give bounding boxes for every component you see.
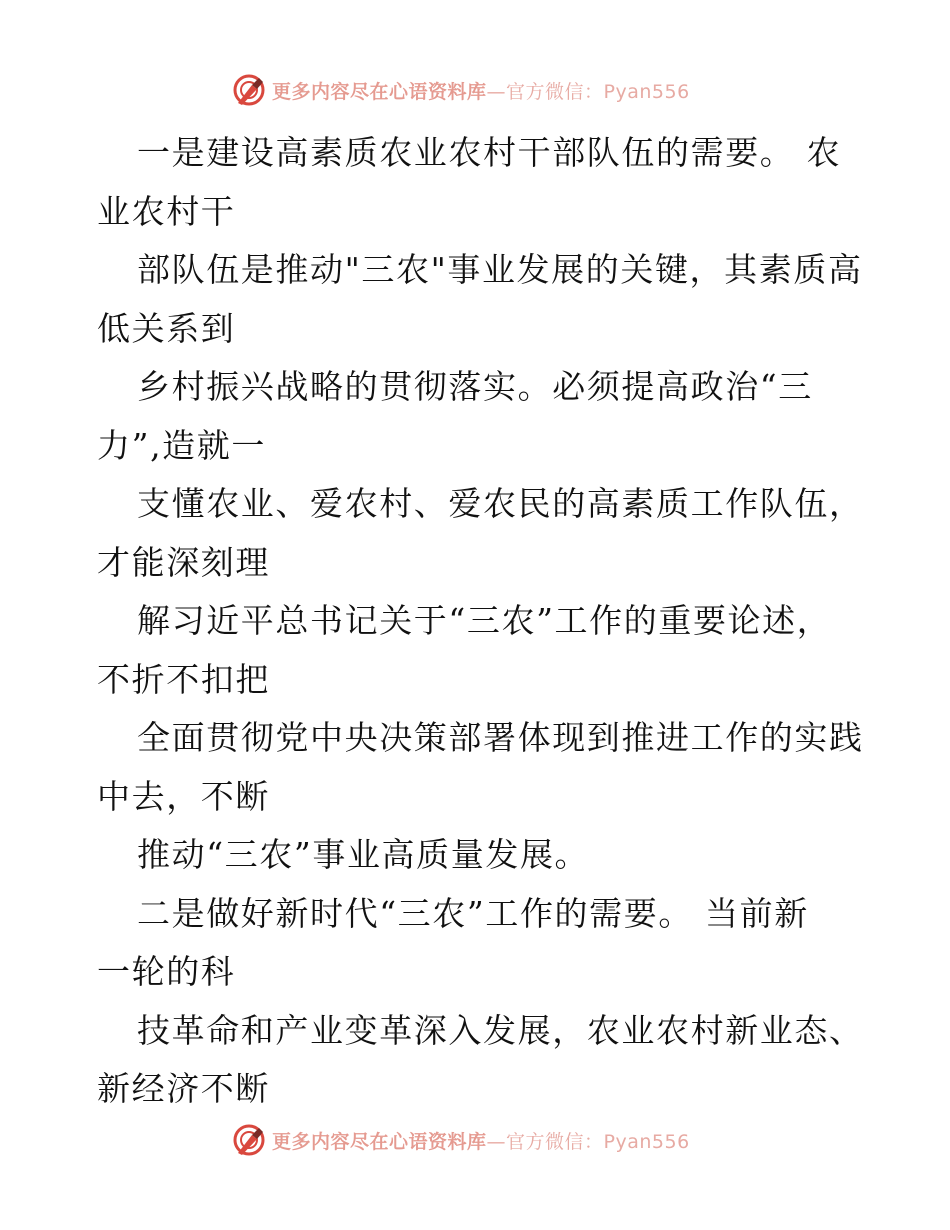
text-line: 全面贯彻党中央决策部署体现到推进工作的实践 (137, 718, 864, 757)
watermark-text-wechat: —官方微信：Pyan556 (486, 1130, 690, 1153)
text-line: 力”,造就一 (97, 425, 266, 465)
text-line: 一轮的科 (97, 952, 236, 991)
watermark-text (272, 1127, 690, 1154)
footer-watermark-banner (232, 1122, 690, 1158)
text-line: 新经济不断 (97, 1069, 270, 1108)
text-line: 才能深刻理 (97, 542, 270, 582)
document-body (97, 124, 877, 1119)
text-line: 一是建设高素质农业农村干部队伍的需要。 农 (137, 133, 842, 172)
text-line: 不折不扣把 (97, 659, 270, 699)
text-line: 二是做好新时代“三农”工作的需要。 当前新 (137, 893, 809, 933)
watermark-text-wechat: —官方微信：Pyan556 (486, 80, 690, 103)
text-line: 业农村干 (97, 191, 236, 231)
text-line: 乡村振兴战略的贯彻落实。必须提高政治“三 (137, 367, 813, 406)
text-line: 解习近平总书记关于“三农”工作的重要论述， (137, 601, 832, 640)
pen-logo-icon (232, 1123, 266, 1157)
watermark-text-library: 更多内容尽在心语资料库 (272, 1130, 487, 1153)
header-watermark-banner (232, 72, 690, 108)
text-line: 中去，不断 (97, 776, 270, 816)
text-line: 支懂农业、爱农村、爱农民的高素质工作队伍， (137, 484, 864, 523)
text-line: 低关系到 (97, 308, 236, 348)
text-line: 部队伍是推动"三农"事业发展的关键，其素质高 (137, 250, 863, 289)
text-line: 技革命和产业变革深入发展，农业农村新业态、 (137, 1010, 864, 1050)
text-line: 推动“三农”事业高质量发展。 (137, 835, 590, 874)
pen-logo-icon (232, 73, 266, 107)
watermark-text (272, 77, 690, 104)
watermark-text-library: 更多内容尽在心语资料库 (272, 80, 487, 103)
